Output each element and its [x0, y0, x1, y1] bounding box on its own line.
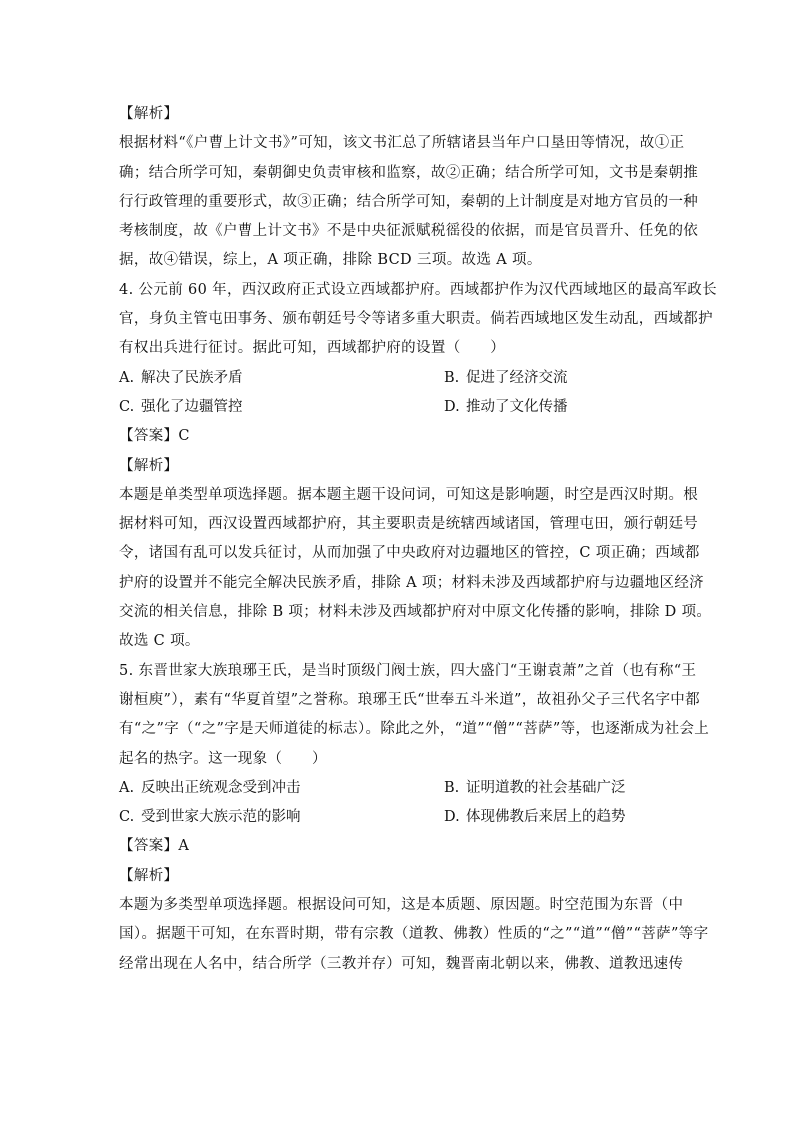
text-line: 【答案】A — [119, 838, 190, 855]
option-text: 解决了民族矛盾 — [141, 369, 243, 386]
text-line: 据材料可知，西汉设置西域都护府，其主要职责是统辖西域诸国，管理屯田，颁行朝廷号 — [119, 516, 699, 533]
option-text: 促进了经济交流 — [466, 369, 568, 386]
answer-option — [119, 393, 243, 422]
option-letter: D. — [444, 398, 460, 415]
option-text: 证明道教的社会基础广泛 — [466, 779, 626, 796]
option-letter: C. — [119, 809, 135, 826]
answer-option — [119, 774, 301, 803]
text-line: 【解析】 — [119, 106, 179, 122]
text-line: 有权出兵进行征讨。据此可知，西域都护府的设置（ ） — [119, 340, 506, 357]
option-letter: C. — [119, 398, 135, 415]
answer-option — [444, 803, 626, 832]
text-line: 起名的热字。这一现象（ ） — [119, 750, 327, 767]
text-line: 5. 东晋世家大族琅琊王氏，是当时顶级门阀士族，四大盛门“王谢袁萧”之首（也有称“王 — [119, 662, 697, 679]
option-text: 受到世家大族示范的影响 — [141, 809, 301, 826]
option-text: 反映出正统观念受到冲击 — [141, 779, 301, 796]
text-line: 谢桓庾”），素有“华夏首望”之誉称。琅琊王氏“世奉五斗米道”，故祖孙父子三代名字中都 — [119, 691, 701, 708]
text-line: 令，诸国有乱可以发兵征讨，从而加强了中央政府对边疆地区的管控，C 项正确；西域都 — [119, 545, 700, 562]
answer-option — [444, 393, 568, 422]
answer-option — [444, 774, 626, 803]
answer-option — [444, 364, 568, 393]
option-letter: D. — [444, 809, 460, 826]
text-line: 有“之”字（“之”字是天师道徒的标志）。除此之外，“道”“僧”“菩萨”等，也逐渐成为社会上 — [119, 721, 710, 738]
option-text: 推动了文化传播 — [466, 398, 568, 415]
text-line: 【解析】 — [119, 457, 179, 474]
option-text: 强化了边疆管控 — [141, 398, 243, 415]
text-line: 确；结合所学可知，秦朝御史负责审核和监察，故②正确；结合所学可知，文书是秦朝推 — [119, 164, 699, 181]
text-line: 4. 公元前 60 年，西汉政府正式设立西域都护府。西域都护作为汉代西域地区的最高军政长 — [119, 281, 718, 298]
option-letter: B. — [444, 779, 460, 796]
option-letter: B. — [444, 369, 460, 386]
option-letter: A. — [119, 369, 135, 386]
text-line: 经常出现在人名中，结合所学（三教并存）可知，魏晋南北朝以来，佛教、道教迅速传 — [119, 955, 684, 972]
document-page — [119, 100, 718, 979]
option-text: 体现佛教后来居上的趋势 — [466, 809, 626, 826]
option-row — [119, 774, 679, 803]
text-line: 根据材料“《户曹上计文书》”可知，该文书汇总了所辖诸县当年户口垦田等情况，故①正 — [119, 135, 685, 152]
text-line: 国）。据题干可知，在东晋时期，带有宗教（道教、佛教）性质的“之”“道”“僧”“菩萨”等字 — [119, 926, 709, 943]
option-row — [119, 393, 679, 422]
option-row — [119, 364, 679, 393]
text-line: 故选 C 项。 — [119, 633, 200, 650]
text-line: 【答案】C — [119, 428, 190, 445]
text-line: 据，故④错误，综上，A 项正确，排除 BCD 三项。故选 A 项。 — [119, 252, 542, 269]
answer-option — [119, 364, 243, 393]
text-line: 护府的设置并不能完全解决民族矛盾，排除 A 项；材料未涉及西域都护府与边疆地区经济 — [119, 574, 705, 591]
text-line: 【解析】 — [119, 867, 179, 884]
text-line: 官，身负主管屯田事务、颁布朝廷号令等诸多重大职责。倘若西域地区发生动乱，西域都护 — [119, 311, 713, 328]
text-line: 考核制度，故《户曹上计文书》不是中央征派赋税徭役的依据，而是官员晋升、任免的依 — [119, 223, 699, 240]
text-line: 行行政管理的重要形式，故③正确；结合所学可知，秦朝的上计制度是对地方官员的一种 — [119, 193, 699, 210]
text-line: 本题是单类型单项选择题。据本题主题干设问词，可知这是影响题，时空是西汉时期。根 — [119, 486, 699, 503]
answer-option — [119, 803, 301, 832]
option-row — [119, 803, 679, 832]
option-letter: A. — [119, 779, 135, 796]
text-line: 交流的相关信息，排除 B 项；材料未涉及西域都护府对中原文化传播的影响，排除 D 项。 — [119, 604, 712, 621]
text-line: 本题为多类型单项选择题。根据设问可知，这是本质题、原因题。时空范围为东晋（中 — [119, 897, 684, 914]
